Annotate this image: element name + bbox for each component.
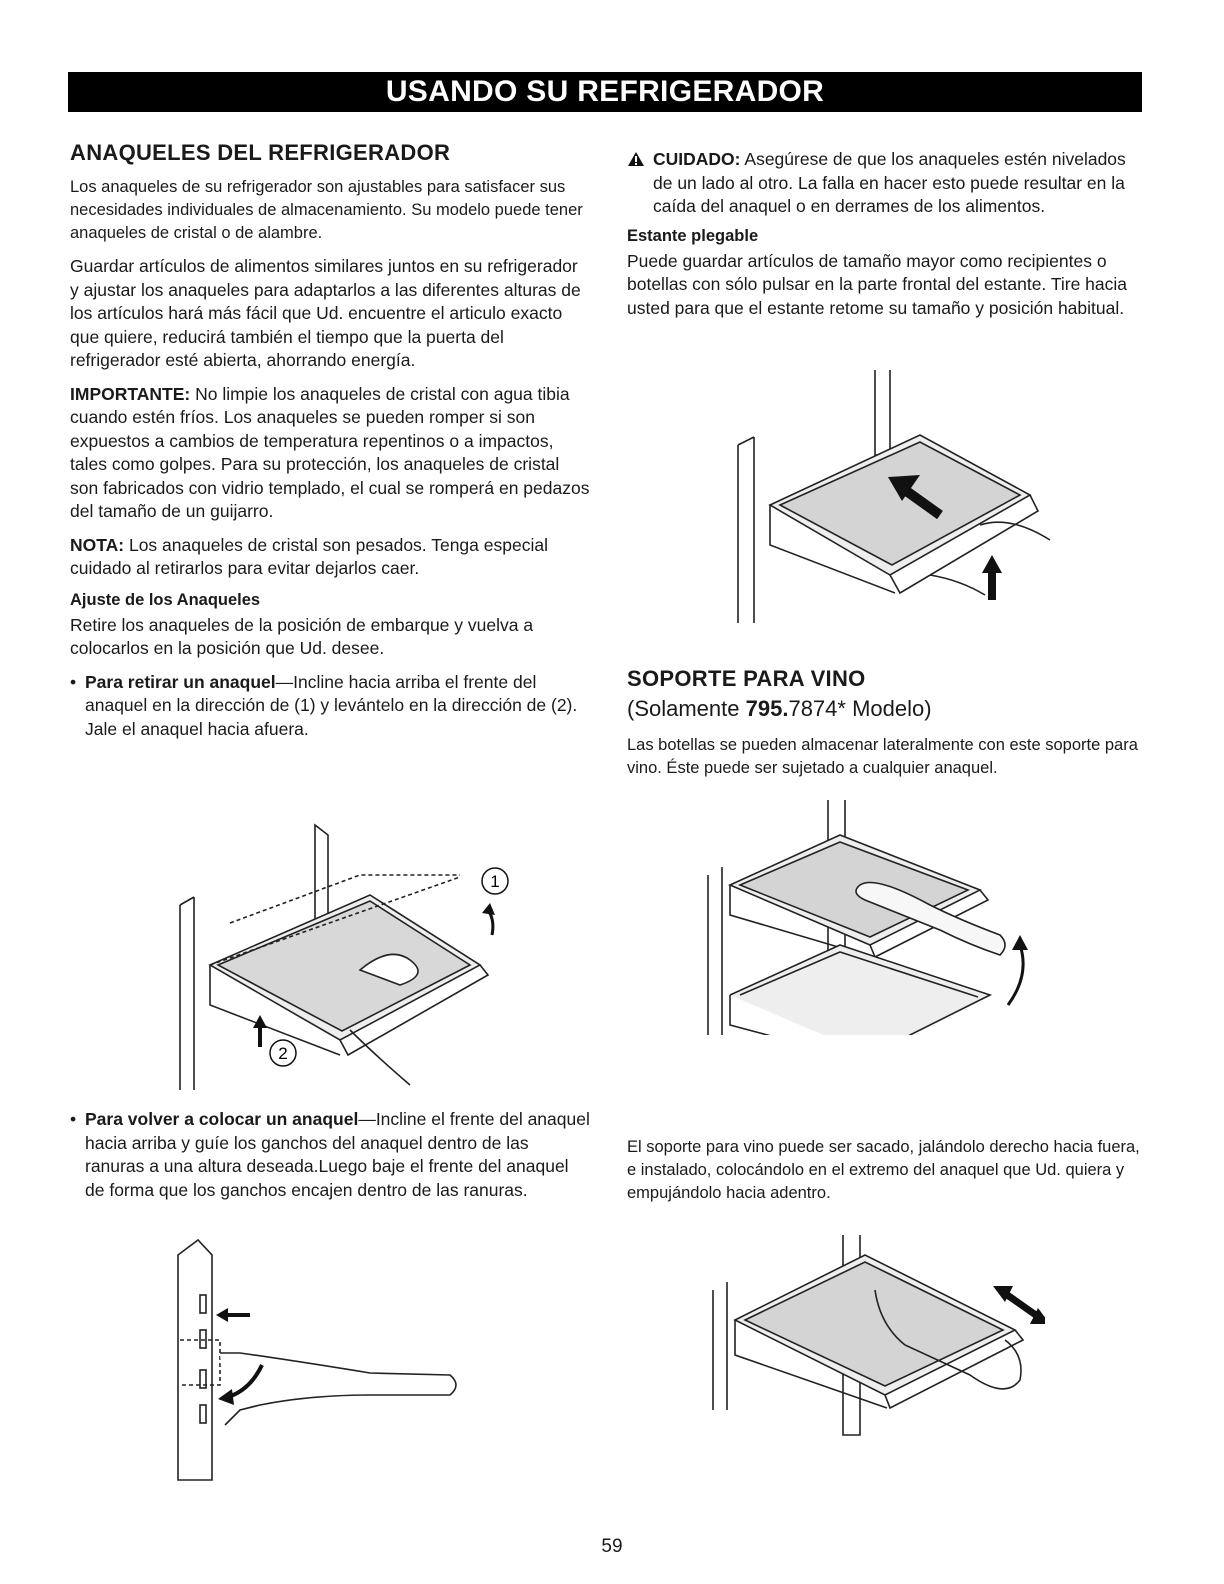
wine-rack-section — [627, 666, 1147, 790]
wine-sub-pre: (Solamente — [627, 696, 746, 721]
remove-shelf-label: Para retirar un anaquel — [85, 671, 276, 692]
wine-sub-end: Modelo) — [845, 696, 932, 721]
adjust-heading: Ajuste de los Anaqueles — [70, 590, 261, 609]
important-note — [70, 383, 590, 524]
direction-arrow-1-icon — [482, 903, 495, 935]
folding-shelf-illustration — [730, 365, 1070, 627]
wine-sub-star: * — [837, 696, 846, 721]
shelves-storage-text: Guardar artículos de alimentos similares juntos en su refrigerador y ajustar los anaqueles para adaptarlos a las diferentes alturas de los artículos hará más fácil que Ud. encuentre el articulo exacto que quiere, reducirá también el tiempo que la puerta del refrigerador esté abierta, ahorrando energía. — [70, 256, 581, 370]
left-column — [70, 140, 590, 749]
slide-arrow-icon — [993, 1286, 1045, 1324]
right-column — [627, 148, 1147, 330]
replace-shelf-bullet — [70, 1108, 590, 1202]
wine-rack-remove-text: El soporte para vino puede ser sacado, jalándolo derecho hacia fuera, e instalado, colocándolo en el extremo del anaquel que Ud. quiera y empujándolo hacia adentro. — [627, 1138, 1140, 1202]
marker-1-label: 1 — [490, 872, 500, 891]
folding-shelf-text: Puede guardar artículos de tamaño mayor como recipientes o botellas con sólo pulsar en la parte frontal del estante. Tire hacia usted para que el estante retome su tamaño y posición habitual. — [627, 250, 1128, 318]
adjust-text: Retire los anaqueles de la posición de embarque y vuelva a colocarlos en la posición que Ud. desee. — [70, 614, 534, 658]
wine-sub-model-bold: 795. — [745, 696, 789, 721]
caution-label: CUIDADO: — [653, 149, 741, 169]
wine-rack-slide-illustration — [705, 1230, 1045, 1440]
important-label: IMPORTANTE: — [70, 383, 191, 404]
rotate-arrow-icon — [1008, 935, 1028, 1005]
section-banner: USANDO SU REFRIGERADOR — [68, 72, 1142, 112]
caution-text: Asegúrese de que los anaqueles estén nivelados de un lado al otro. La falla en hacer esto puede resultar en la caída del anaquel o en derrames de los alimentos. — [653, 149, 1126, 216]
replace-shelf-illustration — [170, 1235, 470, 1485]
remove-shelf-text: —Incline hacia arriba el frente del anaquel en la dirección de (1) y levántelo en la dirección de (2). Jale el anaquel hacia afuera. — [85, 671, 578, 739]
remove-shelf-bullet — [70, 671, 590, 742]
shelves-heading: ANAQUELES DEL REFRIGERADOR — [70, 140, 451, 165]
replace-shelf-text: —Incline el frente del anaquel hacia arriba y guíe los ganchos del anaquel dentro de las ranuras a una altura deseada.Luego baje el frente del anaquel de forma que los ganchos encajen dentro de las ranuras. — [85, 1109, 590, 1200]
wine-rack-illustration — [700, 795, 1040, 1035]
wine-rack-subtitle — [627, 696, 1147, 722]
shelves-intro: Los anaqueles de su refrigerador son ajustables para satisfacer sus necesidades individuales de almacenamiento. Su modelo puede tener anaqueles de cristal o de alambre. — [70, 178, 583, 242]
nota-text: Los anaqueles de cristal son pesados. Tenga especial cuidado al retirarlos para evitar dejarlos caer. — [70, 534, 548, 578]
important-text: No limpie los anaqueles de cristal con agua tibia cuando estén fríos. Los anaqueles se pueden romper si son expuestos a cambios de temperatura repentinos o a impactos, tales como golpes. Para su protección, los anaqueles de cristal son fabricados con vidrio templado, el cual se romperá en pedazos del tamaño de un guijarro. — [70, 383, 590, 521]
replace-shelf-label: Para volver a colocar un anaquel — [85, 1109, 359, 1129]
wine-rack-text: Las botellas se pueden almacenar lateralmente con este soporte para vino. Éste puede ser sujetado a cualquier anaquel. — [627, 736, 1138, 777]
replace-shelf-block — [70, 1108, 590, 1210]
wine-sub-model: 7874 — [788, 696, 838, 721]
marker-2-label: 2 — [278, 1044, 288, 1063]
wine-rack-remove-block — [627, 1136, 1147, 1215]
page-number: 59 — [601, 1536, 623, 1557]
lift-arrow-icon — [982, 555, 1002, 600]
caution-note — [627, 148, 1147, 219]
folding-shelf-heading: Estante plegable — [627, 226, 759, 245]
warning-triangle-icon — [627, 151, 645, 167]
nota-note — [70, 534, 590, 581]
bullet-dot: • — [70, 1109, 77, 1129]
direction-arrow-2-icon — [253, 1015, 267, 1047]
remove-shelf-illustration — [170, 815, 530, 1095]
bullet-dot: • — [70, 671, 77, 692]
left-arrow-icon — [216, 1308, 250, 1322]
wine-rack-heading: SOPORTE PARA VINO — [627, 666, 866, 691]
nota-label: NOTA: — [70, 534, 125, 555]
